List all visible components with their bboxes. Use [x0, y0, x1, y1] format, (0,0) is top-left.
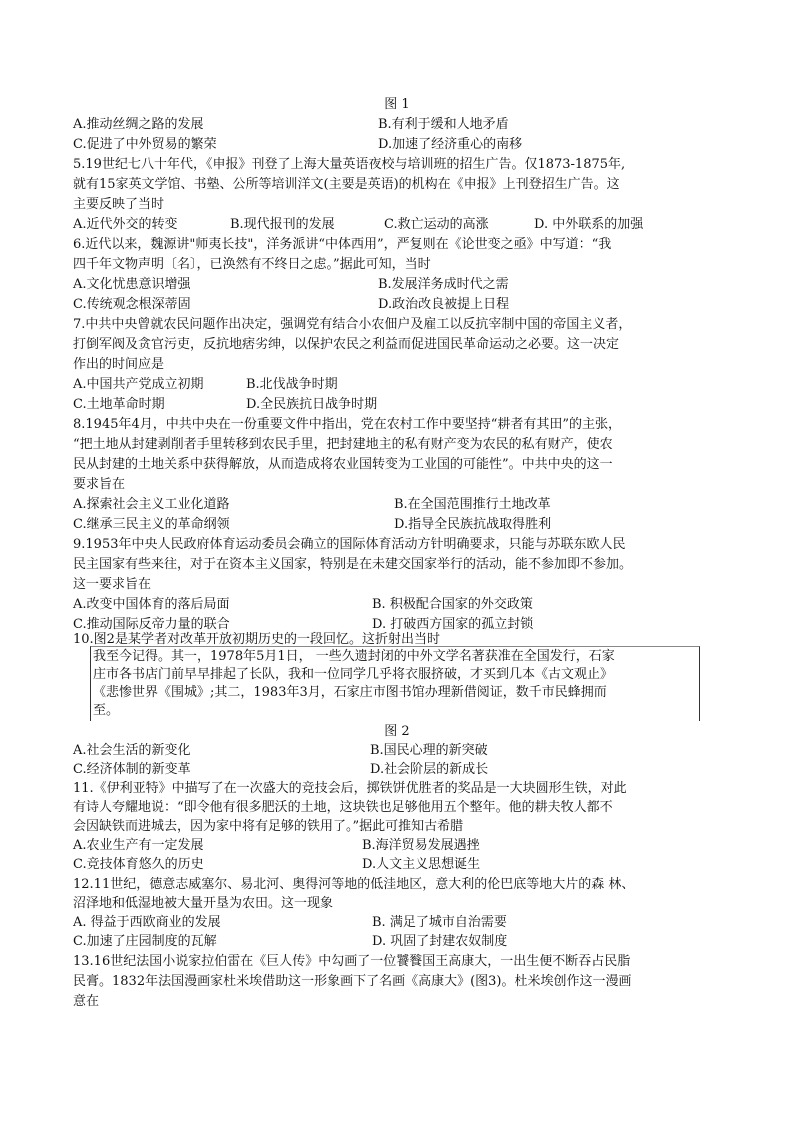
q9-stem-line: 这一要求旨在 — [73, 577, 152, 592]
q8-option-c: C.继承三民主义的革命纲领 — [73, 517, 230, 532]
q9-stem-line: 9.1953年中央人民政府体育运动委员会确立的国际体育活动方针明确要求，只能与苏联东欧人民 — [73, 537, 626, 552]
q11-option-a: A.农业生产有一定发展 — [73, 838, 204, 853]
q10-option-d: D.社会阶层的新成长 — [370, 762, 489, 777]
q11-stem-line: 会因缺铁而进城去，因为家中将有足够的铁用了。”据此可推知古希腊 — [73, 819, 464, 834]
q7-option-b: B.北伐战争时期 — [246, 377, 338, 392]
q8-stem-line: “把土地从封建剥削者手里转移到农民手里，把封建地主的私有财产变为农民的私有财产，使农 — [73, 437, 613, 452]
q5-option-c: C.救亡运动的高涨 — [384, 217, 489, 232]
q7-stem-line: 打倒军阀及贪官污吏，反抗地痞劣绅，以保护农民之利益而促进国民革命运动之必要。这一决定 — [73, 337, 620, 352]
q9-option-d: D. 打破西方国家的孤立封锁 — [372, 617, 534, 632]
q9-option-a: A.改变中国体育的落后局面 — [73, 597, 230, 612]
q4-option-a: A.推动丝绸之路的发展 — [73, 117, 204, 132]
q7-option-d: D.全民族抗日战争时期 — [246, 397, 378, 412]
q5-stem-line: 5.19世纪七八十年代，《申报》刊登了上海大量英语夜校与培训班的招生广告。仅1873-1875年, — [73, 157, 626, 172]
q5-option-a: A.近代外交的转变 — [73, 217, 178, 232]
q13-stem-line: 13.16世纪法国小说家拉伯雷在《巨人传》中勾画了一位饕餮国王高康大，一出生便不断吞占民脂 — [73, 954, 631, 969]
q13-stem-line: 意在 — [73, 994, 100, 1009]
q4-option-c: C.促进了中外贸易的繁荣 — [73, 137, 217, 152]
q6-option-b: B.发展洋务成时代之需 — [378, 277, 509, 292]
q4-option-b: B.有利于缓和人地矛盾 — [378, 117, 509, 132]
q9-stem-line: 民主国家有些来往，对于在资本主义国家，特别是在未建交国家举行的活动，能不参加即不参加。 — [73, 557, 633, 572]
figure-2-quote-line: 庄市各书店门前早早排起了长队，我和一位同学几乎将衣服挤破，才买到几本《古文观止》 — [93, 667, 614, 682]
q8-option-d: D.指导全民族抗战取得胜利 — [394, 517, 552, 532]
q7-option-c: C.土地革命时期 — [73, 397, 165, 412]
q6-option-c: C.传统观念根深蒂固 — [73, 297, 191, 312]
q8-stem-line: 8.1945年4月，中共中央在一份重要文件中指出，党在农村工作中要坚持“耕者有其田”的主张， — [73, 417, 622, 432]
q5-stem-line: 主要反映了当时 — [73, 197, 165, 212]
q10-option-a: A.社会生活的新变化 — [73, 743, 191, 758]
q10-option-b: B.国民心理的新突破 — [370, 743, 488, 758]
q9-option-b: B. 积极配合国家的外交政策 — [372, 597, 533, 612]
q11-option-c: C.竞技体育悠久的历史 — [73, 857, 204, 872]
q8-stem-line: 民从封建的土地关系中获得解放，从而造成将农业国转变为工业国的可能性”。中共中央的这一 — [73, 457, 613, 472]
figure-2-quote-line: 《悲惨世界《围城》;其二，1983年3月，石家庄市图书馆办理新借阅证，数千市民蜂拥而 — [93, 685, 607, 700]
q11-option-d: D.人文主义思想诞生 — [362, 857, 481, 872]
figure-2-quote-line: 至。 — [93, 703, 120, 718]
q7-option-a: A.中国共产党成立初期 — [73, 377, 204, 392]
figure-2-quote-line: 我至今记得。其一，1978年5月1日， 一些久遗封闭的中外文学名著获准在全国发行，石家 — [93, 649, 615, 664]
q6-stem-line: 6.近代以来，魏源讲"师夷长技"，洋务派讲“中体西用”，严复则在《论世变之亟》中写道：“我 — [73, 237, 612, 252]
q12-stem-line: 12.11世纪，德意志威塞尔、易北河、奥得河等地的低洼地区，意大利的伦巴底等地大片的森 林、 — [73, 877, 635, 892]
q9-option-c: C.推动国际反帝力量的联合 — [73, 617, 230, 632]
q11-option-b: B.海洋贸易发展遇挫 — [362, 838, 480, 853]
q6-option-d: D.政治改良被提上日程 — [378, 297, 510, 312]
q12-option-a: A. 得益于西欧商业的发展 — [73, 915, 221, 930]
q12-option-c: C.加速了庄园制度的瓦解 — [73, 934, 217, 949]
q8-option-b: B.在全国范围推行土地改革 — [394, 497, 551, 512]
q13-stem-line: 民膏。1832年法国漫画家杜米埃借助这一形象画下了名画《高康大》(图3)。杜米埃创作这一漫画 — [73, 974, 632, 989]
q8-stem-line: 要求旨在 — [73, 477, 126, 492]
q7-stem-line: 7.中共中央曾就农民问题作出决定，强调党有结合小农佃户及雇工以反抗宰制中国的帝国主义者， — [73, 317, 632, 332]
q12-option-b: B. 满足了城市自治需要 — [372, 915, 507, 930]
q6-option-a: A.文化忧患意识增强 — [73, 277, 191, 292]
q8-option-a: A.探索社会主义工业化道路 — [73, 497, 230, 512]
q10-option-c: C.经济体制的新变革 — [73, 762, 191, 777]
q5-option-b: B.现代报刊的发展 — [230, 217, 335, 232]
q12-option-d: D. 巩固了封建农奴制度 — [372, 934, 508, 949]
q5-stem-line: 就有15家英文学馆、书塾、公所等培训洋文(主要是英语)的机构在《申报》上刊登招生广告。这 — [73, 177, 620, 192]
q5-option-d: D. 中外联系的加强 — [534, 217, 644, 232]
q4-option-d: D.加速了经济重心的南移 — [378, 137, 523, 152]
q6-stem-line: 四千年文物声明〔名〕，已涣然有不终日之虑。”据此可知，当时 — [73, 257, 431, 272]
figure-2-caption: 图 2 — [384, 724, 410, 739]
q12-stem-line: 沼泽地和低湿地被大量开垦为农田。这一现象 — [73, 896, 334, 911]
q10-stem-line: 10.图2是某学者对改革开放初期历史的一段回忆。这折射出当时 — [73, 632, 440, 647]
q7-stem-line: 作出的时间应是 — [73, 357, 165, 372]
q11-stem-line: 有诗人夸耀地说：“即令他有很多肥沃的土地，这块铁也足够他用五个整年。他的耕夫牧人都不 — [73, 800, 613, 815]
q11-stem-line: 11.《伊利亚特》中描写了在一次盛大的竞技会后，掷铁饼优胜者的奖品是一大块圆形生铁，对此 — [73, 781, 627, 796]
figure-1-caption: 图 1 — [384, 97, 410, 112]
